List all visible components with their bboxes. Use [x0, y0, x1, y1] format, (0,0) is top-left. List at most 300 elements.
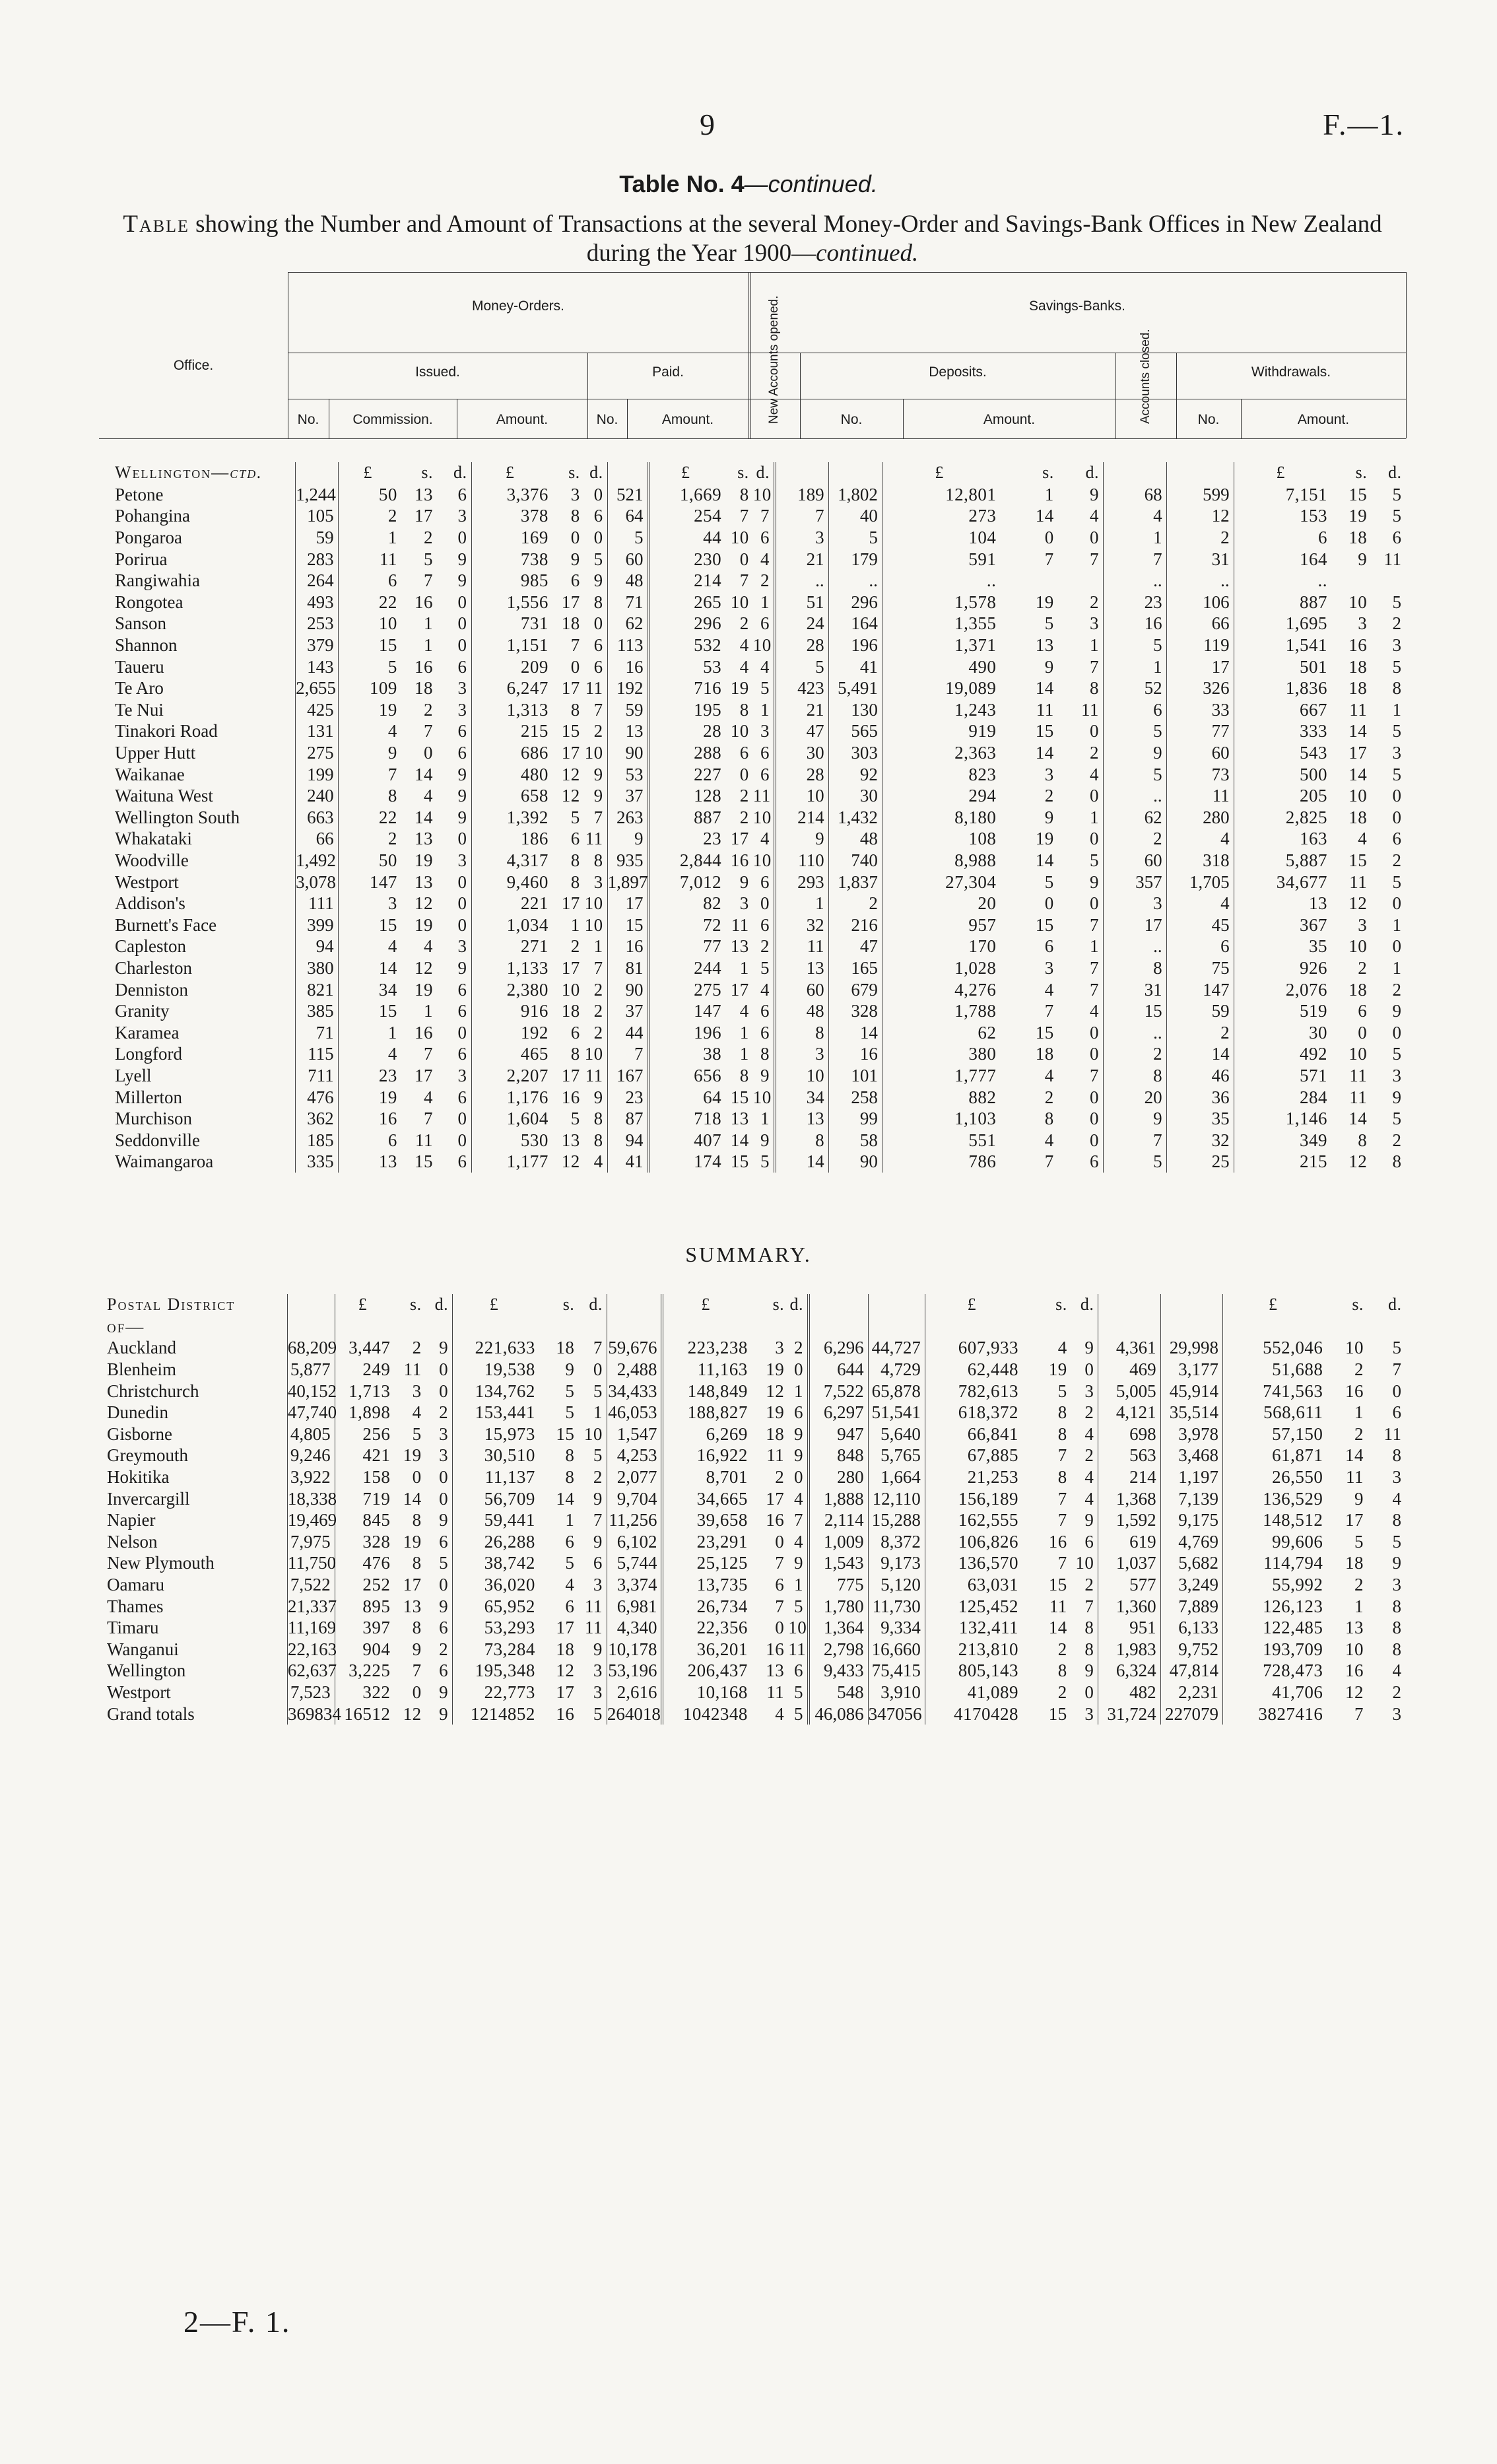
value-cell: 265 — [649, 592, 726, 613]
value-cell: 75 — [1166, 957, 1234, 979]
value-cell: 273 — [882, 505, 1000, 527]
value-cell: 94 — [296, 936, 339, 957]
value-cell: 6 — [793, 1402, 803, 1423]
unit-pence: d. — [434, 1295, 449, 1315]
value-cell: 5 — [1044, 613, 1054, 634]
value-cell: 6 — [565, 1596, 575, 1616]
value-cell: 0 — [570, 528, 580, 548]
office-name: Sanson — [115, 613, 167, 634]
value-cell: 48 — [607, 570, 648, 592]
value-cell: 14 — [1345, 1445, 1364, 1466]
value-cell: 0 — [1089, 893, 1099, 914]
value-cell: 6,269 — [662, 1423, 751, 1445]
value-cell: 4,121 — [1098, 1402, 1160, 1423]
value-cell: 2 — [1166, 1021, 1234, 1043]
office-name: Upper Hutt — [115, 743, 196, 763]
value-cell: 73,284 — [453, 1639, 539, 1660]
value-cell: 62 — [1103, 807, 1166, 829]
value-cell: 644 — [809, 1359, 868, 1381]
value-cell: 6 — [457, 743, 467, 763]
value-cell: 8,701 — [662, 1466, 751, 1488]
value-cell: 7 — [593, 957, 603, 978]
value-cell: 77 — [1166, 720, 1234, 742]
table-row — [99, 742, 1406, 764]
office-name: Shannon — [115, 635, 178, 656]
unit-pound: £ — [338, 462, 401, 484]
value-cell: 3 — [1084, 1381, 1094, 1401]
value-cell: 3 — [760, 721, 770, 741]
value-cell: 5 — [1392, 656, 1402, 677]
value-cell: 10 — [730, 721, 749, 741]
value-cell: 3 — [1392, 635, 1402, 656]
office-name: Rongotea — [115, 592, 183, 612]
table-row — [99, 828, 1406, 850]
value-cell: 379 — [296, 634, 339, 656]
value-cell: 380 — [296, 957, 339, 979]
value-cell: 28 — [649, 720, 726, 742]
value-cell: 21,337 — [287, 1596, 337, 1616]
value-cell: 1,103 — [882, 1108, 1000, 1130]
value-cell: 2 — [775, 1467, 785, 1488]
value-cell: 13 — [1345, 1618, 1364, 1638]
value-cell: 67,885 — [925, 1445, 1022, 1466]
table-row — [99, 1086, 1406, 1108]
value-cell: 7 — [1103, 1129, 1166, 1151]
value-cell: 2 — [338, 828, 401, 850]
value-cell: 2 — [593, 979, 603, 1000]
value-cell: 51 — [775, 592, 828, 613]
value-cell: 10 — [1348, 936, 1368, 957]
value-cell: 50 — [338, 484, 401, 506]
value-cell: 8 — [593, 592, 603, 612]
office-name: Napier — [107, 1510, 156, 1530]
value-cell: 9 — [760, 1065, 770, 1085]
summary-row — [91, 1509, 1406, 1531]
value-cell: 328 — [828, 1000, 882, 1022]
value-cell: 59 — [607, 699, 648, 721]
value-cell: 41,706 — [1223, 1682, 1327, 1703]
value-cell: 7 — [424, 570, 433, 591]
summary-row — [91, 1660, 1406, 1682]
value-cell: 11 — [1349, 872, 1368, 892]
value-cell: 215 — [471, 720, 552, 742]
value-cell: 469 — [1098, 1359, 1160, 1381]
value-cell: 2 — [739, 786, 749, 806]
value-cell: 4 — [338, 720, 401, 742]
value-cell: 12 — [1345, 1682, 1364, 1702]
value-cell: 9 — [793, 1423, 803, 1444]
value-cell: 0 — [457, 613, 467, 634]
value-cell: 5 — [439, 1553, 449, 1573]
value-cell: 125,452 — [925, 1595, 1022, 1617]
value-cell: 5 — [1392, 592, 1402, 612]
value-cell: 9,175 — [1160, 1509, 1222, 1531]
value-cell: 39,658 — [662, 1509, 751, 1531]
header-withdrawals-no: No. — [1197, 412, 1220, 427]
value-cell: 0 — [1084, 1359, 1094, 1380]
unit-pence: d. — [756, 463, 770, 483]
value-cell: 919 — [882, 720, 1000, 742]
header-new-accounts: New Accounts opened. — [767, 295, 781, 424]
value-cell: 13 — [1035, 635, 1054, 656]
value-cell: 32 — [775, 914, 828, 936]
value-cell: 19 — [730, 678, 749, 699]
value-cell: 230 — [649, 548, 726, 570]
grand-total-value: 3 — [1084, 1703, 1094, 1724]
blank-cell — [868, 1316, 925, 1338]
table-row — [99, 957, 1406, 979]
value-cell: 3,376 — [471, 484, 552, 506]
value-cell: 92 — [828, 763, 882, 785]
value-cell: 0 — [593, 528, 603, 548]
value-cell: 2 — [1354, 1575, 1364, 1595]
value-cell: 8 — [570, 872, 580, 892]
value-cell: 23 — [1103, 592, 1166, 613]
value-cell: 6 — [760, 764, 770, 784]
value-cell: 20 — [1103, 1086, 1166, 1108]
value-cell: 9 — [1392, 1087, 1402, 1107]
office-name: Denniston — [115, 979, 188, 1000]
office-name: Charleston — [115, 957, 192, 978]
value-cell: 9 — [1089, 872, 1099, 892]
value-cell: 4 — [424, 786, 433, 806]
value-cell: 482 — [1098, 1682, 1160, 1703]
unit-blank — [1160, 1294, 1222, 1316]
value-cell: 3,078 — [296, 871, 339, 893]
summary-row — [91, 1359, 1406, 1381]
grand-total-value: 4170428 — [925, 1703, 1022, 1725]
value-cell: 2 — [1354, 1423, 1364, 1444]
value-cell: 7 — [338, 763, 401, 785]
value-cell: 19 — [1348, 506, 1368, 526]
value-cell: 136,570 — [925, 1552, 1022, 1574]
value-cell: 5 — [1044, 872, 1054, 892]
value-cell: 5 — [607, 527, 648, 549]
value-cell: 521 — [607, 484, 648, 506]
value-cell: 519 — [1234, 1000, 1331, 1022]
value-cell: 10 — [584, 914, 603, 935]
value-cell: 407 — [649, 1129, 726, 1151]
value-cell: 11 — [1349, 699, 1368, 720]
value-cell: 8 — [593, 1109, 603, 1129]
value-cell: 15 — [1103, 1000, 1166, 1022]
value-cell: 13 — [403, 1596, 422, 1616]
value-cell: 5 — [1392, 506, 1402, 526]
grand-total-value: 4 — [775, 1703, 785, 1724]
value-cell: 9 — [1044, 656, 1054, 677]
value-cell: 61,871 — [1223, 1445, 1327, 1466]
value-cell: 1,034 — [471, 914, 552, 936]
value-cell: 99 — [828, 1108, 882, 1130]
value-cell: .. — [1103, 1021, 1166, 1043]
value-cell: 4 — [760, 549, 770, 569]
value-cell: 14 — [730, 1130, 749, 1150]
value-cell: 11 — [775, 936, 828, 957]
header-deposits: Deposits. — [929, 364, 987, 380]
value-cell: 3 — [1392, 1575, 1402, 1595]
value-cell: 7,975 — [287, 1531, 335, 1553]
value-cell: 1,592 — [1098, 1509, 1160, 1531]
value-cell: 11 — [584, 1618, 603, 1638]
value-cell: 17 — [1345, 1510, 1364, 1530]
value-cell: 476 — [296, 1086, 339, 1108]
value-cell: 3,447 — [335, 1337, 394, 1359]
value-cell: 165 — [828, 957, 882, 979]
value-cell: 6 — [439, 1660, 449, 1681]
value-cell: 8 — [739, 484, 749, 504]
table-row — [99, 484, 1406, 506]
value-cell: 35 — [1166, 1108, 1234, 1130]
value-cell: 17 — [415, 1065, 433, 1085]
value-cell: 16 — [1048, 1531, 1067, 1552]
value-cell: 2 — [739, 807, 749, 827]
value-cell: 48 — [775, 1000, 828, 1022]
page-number: 9 — [700, 108, 715, 141]
value-cell: 81 — [607, 957, 648, 979]
unit-blank — [607, 462, 648, 484]
value-cell: 3 — [457, 850, 467, 870]
value-cell: 2 — [1057, 1682, 1067, 1702]
document-reference: F.—1. — [1323, 108, 1405, 141]
office-name: Christchurch — [107, 1381, 199, 1401]
value-cell: 21 — [775, 548, 828, 570]
value-cell: 4 — [760, 979, 770, 1000]
value-cell: .. — [828, 570, 882, 592]
value-cell: 421 — [335, 1445, 394, 1466]
value-cell: 12 — [561, 786, 580, 806]
value-cell: 2 — [1103, 1043, 1166, 1065]
value-cell: 3 — [1358, 613, 1368, 634]
value-cell: 7 — [1044, 1001, 1054, 1021]
office-name: Te Aro — [115, 678, 164, 699]
value-cell: 5 — [1057, 1381, 1067, 1401]
value-cell: 105 — [296, 505, 339, 527]
value-cell: 7 — [424, 1109, 433, 1129]
value-cell: 3 — [457, 1065, 467, 1085]
value-cell: 119 — [1166, 634, 1234, 656]
value-cell: 1 — [760, 592, 770, 612]
section-title — [99, 462, 296, 484]
value-cell: 1,705 — [1166, 871, 1234, 893]
value-cell: 32 — [1166, 1129, 1234, 1151]
value-cell: 1,368 — [1098, 1488, 1160, 1509]
value-cell: 46 — [1166, 1065, 1234, 1087]
office-name: Porirua — [115, 549, 168, 569]
value-cell: 349 — [1234, 1129, 1331, 1151]
value-cell: 3 — [775, 527, 828, 549]
value-cell: 131 — [296, 720, 339, 742]
value-cell: 8 — [739, 699, 749, 720]
value-cell: 607,933 — [925, 1337, 1022, 1359]
unit-shilling: s. — [562, 1295, 575, 1315]
value-cell: 1,897 — [607, 872, 648, 892]
value-cell: 2,207 — [471, 1065, 552, 1087]
value-cell: 6 — [593, 1553, 603, 1573]
value-cell: 1,364 — [809, 1617, 868, 1639]
value-cell: 6,297 — [809, 1402, 868, 1423]
grand-total-value: 46,086 — [809, 1703, 868, 1725]
value-cell: 1,151 — [471, 634, 552, 656]
value-cell: 17 — [556, 1618, 575, 1638]
value-cell: 9 — [457, 764, 467, 784]
value-cell: 823 — [882, 763, 1000, 785]
value-cell: 11 — [584, 1596, 603, 1616]
value-cell: 1,243 — [882, 699, 1000, 721]
value-cell: 16 — [730, 850, 749, 870]
value-cell: 62 — [882, 1021, 1000, 1043]
header-withdrawals: Withdrawals. — [1251, 364, 1331, 380]
value-cell: 4 — [412, 1402, 422, 1423]
value-cell: 45,914 — [1160, 1380, 1222, 1402]
value-cell: 132,411 — [925, 1617, 1022, 1639]
value-cell: 31 — [1103, 978, 1166, 1000]
value-cell: 77 — [649, 936, 726, 957]
value-cell: 8 — [1057, 1467, 1067, 1488]
value-cell: 1,664 — [868, 1466, 925, 1488]
value-cell: 8 — [1089, 678, 1099, 699]
value-cell: 1,392 — [471, 807, 552, 829]
value-cell: 1 — [1089, 635, 1099, 656]
office-name: Petone — [115, 484, 164, 504]
value-cell: 11 — [585, 678, 603, 699]
value-cell: 11 — [1349, 1065, 1368, 1085]
value-cell: 18 — [556, 1639, 575, 1659]
value-cell: 6,296 — [809, 1337, 868, 1359]
value-cell: 5 — [565, 1381, 575, 1401]
value-cell: 0 — [1089, 1109, 1099, 1129]
value-cell: 196 — [649, 1021, 726, 1043]
value-cell: 6 — [760, 528, 770, 548]
value-cell: 2,844 — [649, 850, 726, 872]
value-cell: 6,324 — [1098, 1660, 1160, 1682]
value-cell: 7 — [775, 1596, 785, 1616]
value-cell: 3,468 — [1160, 1445, 1222, 1466]
value-cell: 33 — [1166, 699, 1234, 721]
value-cell: 31 — [1166, 548, 1234, 570]
value-cell: 1 — [593, 936, 603, 957]
value-cell: 30 — [775, 742, 828, 764]
value-cell: 0 — [1392, 807, 1402, 827]
value-cell: 6 — [1089, 1151, 1099, 1172]
value-cell: 3 — [1392, 743, 1402, 763]
value-cell: 1,355 — [882, 613, 1000, 634]
value-cell: 11 — [1049, 1596, 1067, 1616]
table-row — [99, 634, 1406, 656]
value-cell: 10 — [561, 979, 580, 1000]
value-cell: 0 — [457, 1022, 467, 1043]
grand-total-value: 15 — [1048, 1703, 1067, 1724]
value-cell: 5 — [593, 1445, 603, 1466]
header-office: Office. — [173, 358, 214, 373]
value-cell: 9 — [1103, 1108, 1166, 1130]
value-cell: 5 — [1103, 763, 1166, 785]
value-cell: 1,197 — [1160, 1466, 1222, 1488]
table-row — [99, 720, 1406, 742]
value-cell: 5 — [760, 1151, 770, 1172]
value-cell: 2 — [1089, 743, 1099, 763]
value-cell: 216 — [828, 914, 882, 936]
value-cell: 0 — [775, 1531, 785, 1552]
header-deposits-amount: Amount. — [983, 412, 1036, 427]
grand-total-value: 7 — [1354, 1703, 1364, 1724]
value-cell: 8 — [570, 1044, 580, 1064]
value-cell: 30 — [828, 785, 882, 807]
value-cell: 11 — [752, 786, 771, 806]
table-row — [99, 548, 1406, 570]
value-cell: 66,841 — [925, 1423, 1022, 1445]
section-title-tail: ctd. — [230, 463, 263, 483]
unit-pence: d. — [1085, 463, 1099, 483]
value-cell: 1,669 — [649, 484, 726, 506]
office-name: Taueru — [115, 656, 164, 677]
value-cell: 44 — [649, 527, 726, 549]
value-cell: 15 — [1035, 1022, 1054, 1043]
value-cell: 148,849 — [662, 1380, 751, 1402]
grand-total-value: 16 — [556, 1703, 575, 1724]
office-name: Westport — [115, 872, 179, 892]
office-name: Lyell — [115, 1065, 152, 1085]
value-cell: 16 — [415, 1022, 433, 1043]
value-cell: 240 — [296, 785, 339, 807]
value-cell: 24 — [775, 613, 828, 634]
value-cell: 5,744 — [607, 1552, 662, 1574]
unit-pound: £ — [882, 462, 1000, 484]
value-cell: 0 — [439, 1575, 449, 1595]
value-cell: 5,877 — [287, 1359, 335, 1381]
value-cell: 3 — [1044, 764, 1054, 784]
value-cell: 845 — [335, 1509, 394, 1531]
summary-row — [91, 1595, 1406, 1617]
value-cell: 775 — [809, 1574, 868, 1596]
value-cell: 6 — [457, 721, 467, 741]
value-cell: 563 — [1098, 1445, 1160, 1466]
summary-row — [91, 1639, 1406, 1660]
unit-blank — [828, 462, 882, 484]
value-cell: 214 — [775, 807, 828, 829]
value-cell: 10 — [752, 807, 772, 827]
value-cell: 8 — [1392, 1618, 1402, 1638]
unit-blank — [809, 1294, 868, 1316]
value-cell: 12 — [556, 1660, 575, 1681]
value-cell: 887 — [649, 807, 726, 829]
value-cell: 6,102 — [607, 1531, 662, 1553]
value-cell: 1 — [739, 1044, 749, 1064]
value-cell: 9 — [1358, 549, 1368, 569]
value-cell: 1 — [424, 635, 433, 656]
value-cell: 8 — [1392, 678, 1402, 699]
value-cell: 6 — [739, 743, 749, 763]
value-cell: 47,740 — [287, 1402, 337, 1423]
value-cell: 9 — [1354, 1488, 1364, 1509]
value-cell: 6 — [760, 872, 770, 892]
office-name: Waikanae — [115, 764, 185, 784]
value-cell: 7 — [739, 506, 749, 526]
value-cell: 2 — [1084, 1445, 1094, 1466]
section-title-lead: Postal District — [107, 1295, 236, 1315]
value-cell: 10 — [1345, 1639, 1364, 1659]
value-cell: 6 — [457, 1151, 467, 1172]
value-cell: 9 — [1084, 1660, 1094, 1681]
office-name: Whakataki — [115, 829, 192, 849]
footer-reference: 2—F. 1. — [183, 2305, 291, 2339]
value-cell: 8 — [1103, 1065, 1166, 1087]
value-cell: 6 — [760, 1022, 770, 1043]
value-cell: 5 — [760, 957, 770, 978]
unit-blank — [296, 462, 339, 484]
value-cell: 0 — [793, 1359, 803, 1380]
blank-cell — [752, 1316, 788, 1338]
value-cell: 28 — [775, 763, 828, 785]
